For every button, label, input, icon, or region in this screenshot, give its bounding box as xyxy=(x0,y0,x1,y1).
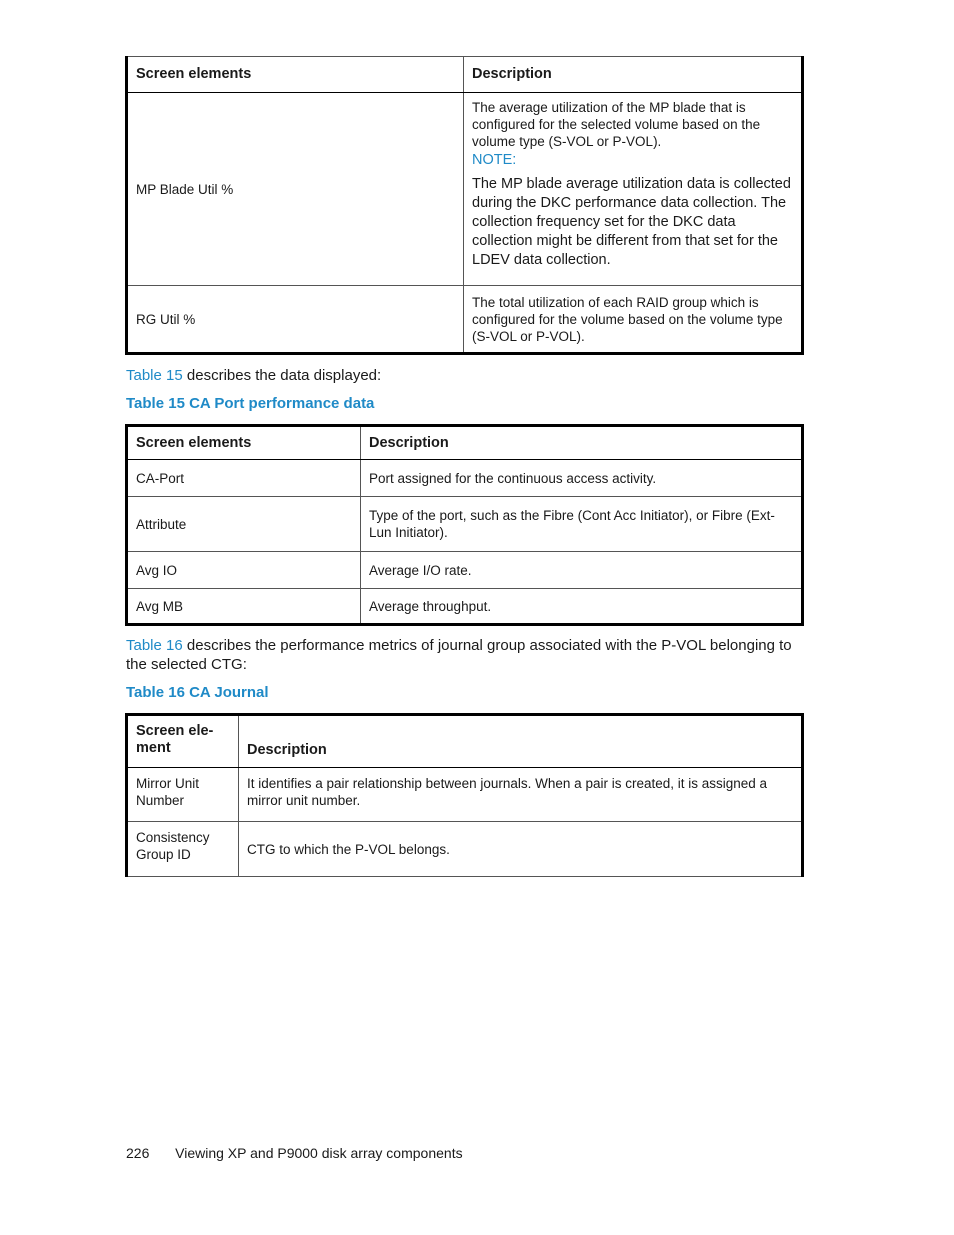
mp-util-table xyxy=(125,56,804,355)
cell-screen-element: Attribute xyxy=(127,497,361,552)
ca-port-performance-table xyxy=(125,424,804,626)
table-row xyxy=(127,768,803,822)
description-text: The average utilization of the MP blade that is configured for the selected volume based on the volume type (S-VOL or P-VOL). xyxy=(472,100,761,149)
table-row xyxy=(127,822,803,877)
table-16-link[interactable]: Table 16 xyxy=(126,637,183,654)
note-text: The MP blade average utilization data is collected during the DKC performance data collection. The collection frequency set for the DKC data collection might be different from that set for the LDEV data collection. xyxy=(472,176,791,268)
cell-description: Port assigned for the continuous access activity. xyxy=(361,460,803,497)
paragraph-text: describes the performance metrics of journal group associated with the P-VOL belonging to the selected CTG: xyxy=(126,637,792,673)
cell-screen-element: Avg MB xyxy=(127,589,361,625)
table-row xyxy=(127,460,803,497)
column-header-screen-elements: Screen elements xyxy=(127,426,361,460)
intro-paragraph-table-15 xyxy=(126,366,806,385)
cell-screen-element: Avg IO xyxy=(127,552,361,589)
page-number: 226 xyxy=(126,1145,150,1161)
column-header-screen-elements: Screen elements xyxy=(127,57,464,93)
column-header-screen-element: Screen ele- ment xyxy=(127,715,239,768)
cell-screen-element: RG Util % xyxy=(127,286,464,354)
column-header-description: Description xyxy=(464,57,803,93)
table-header-row xyxy=(127,715,803,768)
ca-journal-table xyxy=(125,713,804,877)
table-16-caption: Table 16 CA Journal xyxy=(126,684,269,701)
cell-description: It identifies a pair relationship between journals. When a pair is created, it is assigned a mirror unit number. xyxy=(239,768,803,822)
table-row xyxy=(127,93,803,286)
table-15-caption: Table 15 CA Port performance data xyxy=(126,395,375,412)
intro-paragraph-table-16 xyxy=(126,636,802,674)
table-header-row xyxy=(127,57,803,93)
cell-screen-element: CA-Port xyxy=(127,460,361,497)
table-row xyxy=(127,552,803,589)
cell-description xyxy=(464,93,803,286)
table-row xyxy=(127,286,803,354)
cell-description: Average I/O rate. xyxy=(361,552,803,589)
paragraph-text: describes the data displayed: xyxy=(182,367,382,384)
table-15-link[interactable]: Table 15 xyxy=(126,367,183,384)
cell-description: CTG to which the P-VOL belongs. xyxy=(239,822,803,877)
cell-description: The total utilization of each RAID group which is configured for the volume based on the volume type (S-VOL or P-VOL). xyxy=(464,286,803,354)
table-row xyxy=(127,497,803,552)
note-label: NOTE: xyxy=(472,152,517,168)
cell-screen-element: Mirror Unit Number xyxy=(127,768,239,822)
column-header-description: Description xyxy=(239,715,803,768)
table-row xyxy=(127,589,803,625)
cell-description: Average throughput. xyxy=(361,589,803,625)
cell-description: Type of the port, such as the Fibre (Cont Acc Initiator), or Fibre (Ext-Lun Initiator). xyxy=(361,497,803,552)
table-header-row xyxy=(127,426,803,460)
column-header-description: Description xyxy=(361,426,803,460)
footer-title: Viewing XP and P9000 disk array components xyxy=(175,1145,463,1161)
page-footer xyxy=(126,1145,463,1161)
cell-screen-element: Consistency Group ID xyxy=(127,822,239,877)
cell-screen-element: MP Blade Util % xyxy=(127,93,464,286)
